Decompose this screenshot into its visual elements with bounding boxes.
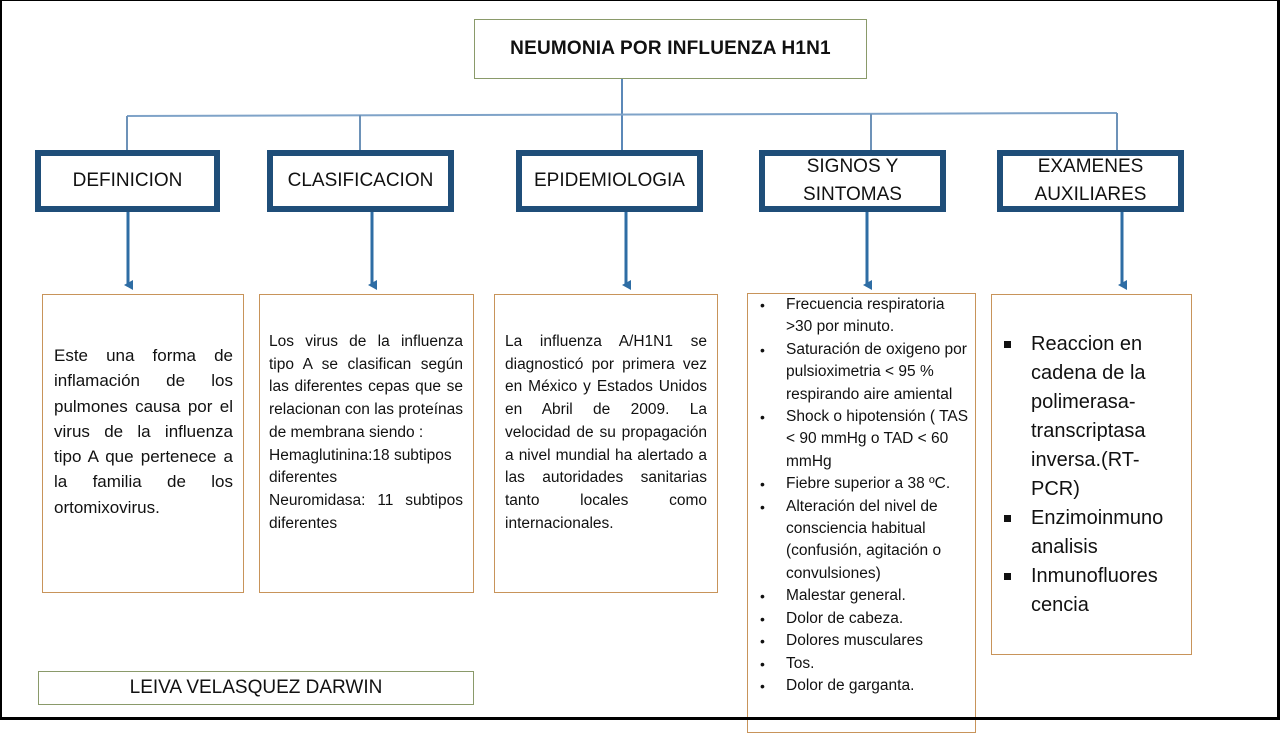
content-definicion [42, 294, 244, 593]
list-item: • Dolores musculares [748, 630, 969, 652]
list-item: • Saturación de oxigeno por pulsioximetria < 95 % respirando aire amiental [748, 339, 969, 406]
category-label: CLASIFICACION [287, 170, 434, 191]
content-clasificacion [259, 294, 474, 593]
category-label: EPIDEMIOLOGIA [534, 170, 685, 191]
content-signos-sintomas [747, 293, 976, 733]
content-examenes-auxiliares [991, 294, 1192, 655]
category-label: DEFINICION [72, 170, 183, 191]
clasificacion-hemaglutinina: Hemaglutinina:18 subtipos diferentes [269, 446, 452, 487]
list-item: • Frecuencia respiratoria >30 por minuto. [748, 294, 969, 339]
category-label-line: SIGNOS Y [806, 156, 899, 177]
list-item: • Fiebre superior a 38 ºC. [748, 473, 969, 495]
list-item: • Shock o hipotensión ( TAS < 90 mmHg o TAD < 60 mmHg [748, 406, 969, 473]
list-item: • Malestar general. [748, 585, 969, 607]
list-item: • Alteración del nivel de consciencia habitual (confusión, agitación o convulsiones) [748, 496, 969, 586]
list-item: • Tos. [748, 653, 969, 675]
clasificacion-paragraph: Los virus de la influenza tipo A se clasifican según las diferentes cepas que se relacionan con las proteínas de membrana siendo : [269, 333, 463, 441]
category-label-line: SINTOMAS [803, 184, 902, 205]
category-label-line: EXAMENES [1037, 156, 1144, 177]
category-examenes-auxiliares [997, 150, 1184, 212]
category-definicion [35, 150, 220, 212]
category-clasificacion [267, 150, 454, 212]
list-item: Inmunofluores cencia [992, 562, 1181, 620]
category-label [803, 153, 902, 209]
list-item: Reaccion en cadena de la polimerasa-transcriptasa inversa.(RT-PCR) [992, 330, 1181, 504]
category-epidemiologia [516, 150, 703, 212]
examenes-list [992, 330, 1181, 620]
definicion-text: Este una forma de inflamación de los pulmones causa por el virus de la influenza tipo A que pertenece a la familia de los ortomixovirus. [54, 346, 233, 517]
author-box [38, 671, 474, 705]
category-signos-sintomas [759, 150, 946, 212]
content-epidemiologia [494, 294, 718, 593]
list-item: • Dolor de garganta. [748, 675, 969, 697]
list-item: Enzimoinmuno analisis [992, 504, 1181, 562]
list-item: • Dolor de cabeza. [748, 608, 969, 630]
signos-list [748, 294, 969, 697]
epidemiologia-text: La influenza A/H1N1 se diagnosticó por primera vez en México y Estados Unidos en Abril de 2009. La velocidad de su propagación a nivel mundial ha alertado a las autoridades sanitarias tanto locales como internacionales. [505, 333, 707, 532]
author-name: LEIVA VELASQUEZ DARWIN [129, 677, 383, 698]
category-label [1035, 153, 1147, 209]
category-label-line: AUXILIARES [1034, 184, 1147, 205]
diagram-title [474, 19, 867, 79]
clasificacion-neuromidasa: Neuromidasa: 11 subtipos diferentes [269, 491, 463, 532]
diagram-title-text: NEUMONIA POR INFLUENZA H1N1 [510, 38, 831, 59]
